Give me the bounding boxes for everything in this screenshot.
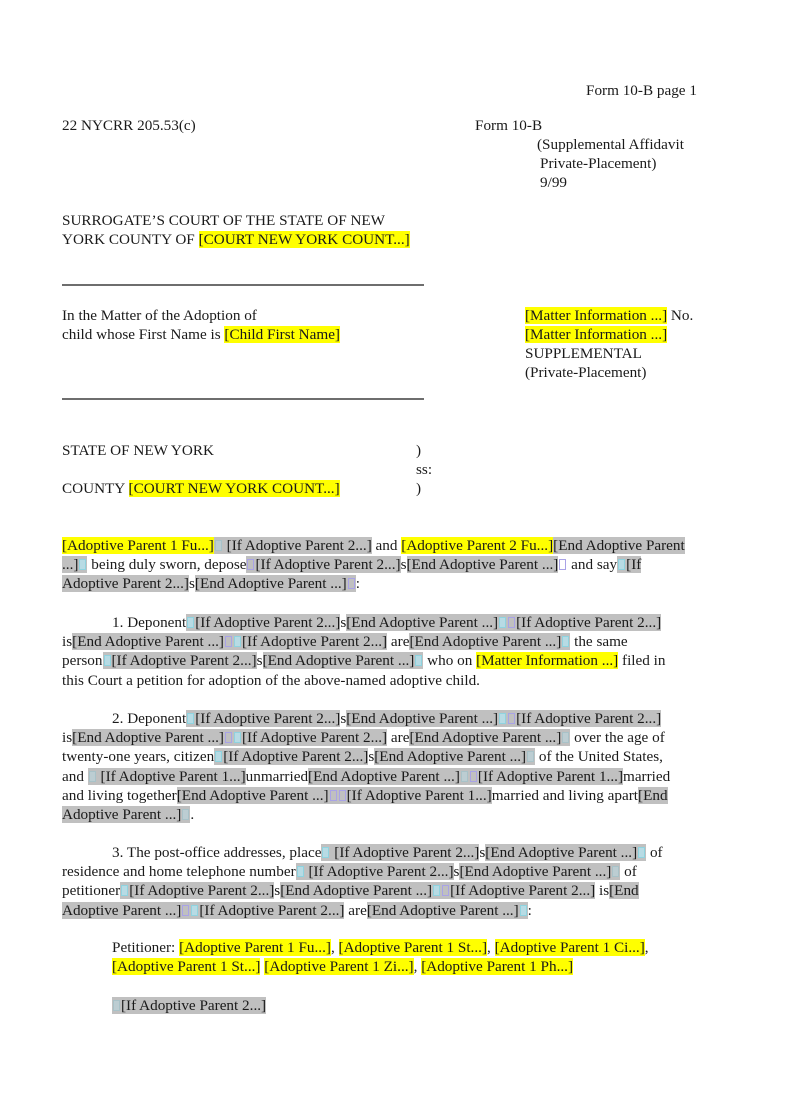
field-marker-icon [499, 617, 506, 628]
field-marker-icon [182, 905, 189, 916]
document-type: SUPPLEMENTAL [525, 345, 642, 362]
field-marker-icon [442, 885, 449, 896]
if-ap2-block [112, 996, 266, 1015]
matter-line2 [62, 325, 340, 344]
paragraph-1: 1. Deponent [If Adoptive Parent 2...]s[End Adoptive Parent ...] [If Adoptive Parent 2...] is[End Adoptive Parent ...] [If Adoptive Parent 2...] are[End Adoptive Parent ...] the same person [If Adoptive Parent 2...]s[End Adoptive Parent ...] who on [Matter Information ...] filed in this Court a petition for adoption of the above-named adoptive child. [62, 614, 666, 689]
matter-info-line2 [525, 325, 667, 344]
matter-number-line [525, 306, 693, 325]
field-marker-icon [225, 636, 232, 647]
end-ap-field[interactable]: [End Adoptive Parent ...] [262, 652, 415, 670]
field-marker-icon [562, 636, 569, 647]
if-ap1-field[interactable]: [If Adoptive Parent 1...] [346, 786, 492, 804]
field-marker-icon [322, 847, 329, 858]
if-ap2-field[interactable]: [If Adoptive Parent 2...] [129, 882, 275, 900]
field-marker-icon [562, 732, 569, 743]
adoptive-parent-1-name-field[interactable]: [Adoptive Parent 1 Fu...] [62, 537, 214, 554]
end-ap-field[interactable]: [End Adoptive Parent ...] [176, 786, 329, 804]
end-ap-field[interactable]: [End Adoptive Parent ...] [366, 901, 519, 919]
field-marker-icon [215, 540, 222, 551]
end-ap-field[interactable]: [End Adoptive Parent ...] [406, 556, 559, 574]
court-county-field[interactable]: [COURT NEW YORK COUNT...] [198, 231, 410, 248]
field-marker-icon [520, 905, 527, 916]
document-subtype: (Private-Placement) [525, 364, 647, 381]
field-marker-icon [461, 771, 468, 782]
field-marker-icon [638, 847, 645, 858]
end-ap-field[interactable]: [End Adoptive Parent ...] [485, 844, 638, 861]
venue-state: STATE OF NEW YORK [62, 442, 214, 459]
field-marker-icon [234, 732, 241, 743]
if-ap2-field[interactable]: [If Adoptive Parent 2...] [242, 729, 388, 747]
regulation-citation: 22 NYCRR 205.53(c) [62, 117, 196, 134]
field-marker-icon [187, 713, 194, 724]
venue-county [62, 479, 340, 498]
paragraph-2: 2. Deponent [If Adoptive Parent 2...]s[End Adoptive Parent ...] [If Adoptive Parent 2...] is[End Adoptive Parent ...] [If Adoptive Parent 2...] are[End Adoptive Parent ...] over the age of twenty-one years, citizen [If Adoptive Parent 2...]s[End Adoptive Parent ...] of the United States, and [If Adoptive Parent 1...]unmarried[End Adoptive Parent ...] [If Adoptive Parent 1...]married and living together[End Adoptive Parent ...] [If Adoptive Parent 1...]married and living apart[End Adoptive Parent ...] . [62, 710, 671, 823]
end-ap-field[interactable]: [End Adoptive Parent ...] [280, 882, 433, 900]
no-label: No. [667, 307, 694, 324]
paragraph-3: 3. The post-office addresses, place [If Adoptive Parent 2...]s[End Adoptive Parent ...] of residence and home telephone number [If Adoptive Parent 2...]s[End Adoptive Parent ...] of petitioner [If Adoptive Parent 2...]s[End Adoptive Parent ...] [If Adoptive Parent 2...] is[End Adoptive Parent ...] [If Adoptive Parent 2...] are[End Adoptive Parent ...] : [62, 844, 663, 919]
end-ap-field[interactable]: [End Adoptive Parent [553, 537, 685, 554]
field-marker-icon [121, 885, 128, 896]
if-ap2-field[interactable]: [If Adoptive Parent 2...] [121, 997, 267, 1014]
ap1-city-field[interactable]: [Adoptive Parent 1 Ci...] [494, 939, 645, 956]
if-ap1-field[interactable]: [If Adoptive Parent 1...] [100, 767, 246, 785]
venue-county-field[interactable]: [COURT NEW YORK COUNT...] [128, 480, 340, 497]
child-first-name-field[interactable]: [Child First Name] [224, 326, 340, 343]
court-name-line2 [62, 230, 410, 249]
form-date: 9/99 [540, 174, 568, 191]
field-marker-icon [348, 578, 355, 589]
ap1-name-field[interactable]: [Adoptive Parent 1 Fu...] [179, 939, 331, 956]
field-marker-icon [247, 559, 254, 570]
if-ap2-field[interactable]: [If Adoptive Parent 2...] [195, 614, 341, 631]
if-ap2-field[interactable]: [If Adoptive Parent 2...] [308, 863, 454, 881]
field-marker-icon [187, 617, 194, 628]
matter-info-field[interactable]: [Matter Information ...] [476, 652, 619, 670]
if-ap2-field[interactable]: [If Adoptive Parent 2...] [334, 844, 480, 861]
field-marker-icon [415, 655, 422, 666]
if-ap2-field[interactable]: [If Adoptive Parent 2...] [199, 901, 345, 919]
field-marker-icon [508, 617, 515, 628]
end-ap-field[interactable]: [End Adoptive Parent ...] [346, 710, 499, 727]
caption-rule-bottom [62, 398, 424, 400]
field-marker-icon [618, 559, 625, 570]
if-ap2-field[interactable]: [If Adoptive Parent 2...] [223, 748, 369, 766]
field-marker-icon [104, 655, 111, 666]
field-marker-icon [508, 713, 515, 724]
ap1-zip-field[interactable]: [Adoptive Parent 1 Zi...] [264, 958, 414, 976]
field-marker-icon [499, 713, 506, 724]
if-ap2-field[interactable]: [If Adoptive Parent 2...] [226, 537, 372, 554]
field-marker-icon [113, 1000, 120, 1011]
end-ap-field[interactable]: [End Adoptive Parent ...] [72, 633, 224, 651]
if-ap2-field[interactable]: [If Adoptive Parent 2...] [255, 556, 401, 574]
if-ap2-field[interactable]: [If Adoptive Parent 2...] [450, 882, 596, 900]
field-marker-icon [225, 732, 232, 743]
if-ap2-field[interactable]: [If Adoptive Parent 2...] [516, 710, 662, 727]
form-subtitle-1: (Supplemental Affidavit [537, 136, 684, 153]
end-ap-field[interactable]: [End Adoptive Parent ...] [409, 729, 562, 747]
field-marker-icon [559, 559, 566, 570]
ap1-street-field[interactable]: [Adoptive Parent 1 St...] [338, 939, 488, 956]
venue-paren-1: ) [416, 442, 422, 459]
if-ap2-field[interactable]: [If Adoptive Parent 2...] [111, 652, 257, 670]
page-label: Form 10-B page 1 [586, 82, 697, 99]
field-marker-icon [330, 790, 337, 801]
ap1-phone-field[interactable]: [Adoptive Parent 1 Ph...] [421, 958, 574, 976]
if-ap2-field[interactable]: [If Adoptive Parent 2...] [242, 633, 388, 651]
end-ap-field[interactable]: [End Adoptive Parent ...] [459, 863, 612, 881]
end-ap-field[interactable]: [End Adoptive Parent ...] [194, 575, 347, 593]
end-ap-field[interactable]: [End Adoptive Parent ...] [346, 614, 499, 631]
field-marker-icon [470, 771, 477, 782]
ap1-state-field[interactable]: [Adoptive Parent 1 St...] [112, 958, 261, 976]
matter-line1: In the Matter of the Adoption of [62, 307, 257, 324]
matter-info-field-2[interactable]: [Matter Information ...] [525, 326, 668, 343]
court-name-line1: SURROGATE’S COURT OF THE STATE OF NEW [62, 212, 386, 229]
if-ap2-field[interactable]: [If Adoptive Parent 2...] [195, 710, 341, 727]
end-ap-field[interactable]: [End Adoptive Parent ...] [308, 767, 460, 785]
matter-info-field-1[interactable]: [Matter Information ...] [525, 307, 668, 324]
adoptive-parent-2-name-field[interactable]: [Adoptive Parent 2 Fu...] [401, 537, 554, 554]
if-ap2-field[interactable]: [If Adoptive Parent 2...] [516, 614, 662, 631]
end-ap-field[interactable]: [End Adoptive Parent ...] [72, 729, 224, 747]
field-marker-icon [89, 771, 96, 782]
intro-paragraph: [Adoptive Parent 1 Fu...] [If Adoptive Parent 2...] and [Adoptive Parent 2 Fu...][End Adoptive Parent ...] being duly sworn, depose [If Adoptive Parent 2...]s[End Adoptive Parent ...] and say [If Adoptive Parent 2...]s[End Adoptive Parent ...] : [62, 537, 685, 593]
field-marker-icon [527, 751, 534, 762]
petitioner-block: Petitioner: [Adoptive Parent 1 Fu...], [Adoptive Parent 1 St...], [Adoptive Parent 1 Ci...], [Adoptive Parent 1 St...] [Adoptive Parent 1 Zi...], [Adoptive Parent 1 Ph...] [112, 939, 649, 976]
field-marker-icon [234, 636, 241, 647]
field-marker-icon [79, 559, 86, 570]
end-ap-field[interactable]: [End Adoptive Parent ...] [374, 748, 527, 766]
venue-county-prefix: COUNTY [62, 480, 129, 497]
if-ap1-field[interactable]: [If Adoptive Parent 1...] [477, 767, 623, 785]
venue-ss: ss: [416, 461, 433, 478]
child-name-prefix: child whose First Name is [62, 326, 225, 343]
caption-rule-top [62, 284, 424, 286]
end-ap-field[interactable]: [End Adoptive Parent ...] [409, 633, 562, 651]
field-marker-icon [191, 905, 198, 916]
field-marker-icon [339, 790, 346, 801]
form-title: Form 10-B [475, 117, 543, 134]
field-marker-icon [182, 809, 189, 820]
form-subtitle-2: Private-Placement) [540, 155, 657, 172]
field-marker-icon [433, 885, 440, 896]
venue-paren-2: ) [416, 480, 422, 497]
field-marker-icon [297, 866, 304, 877]
court-county-prefix: YORK COUNTY OF [62, 231, 199, 248]
field-marker-icon [215, 751, 222, 762]
field-marker-icon [612, 866, 619, 877]
petitioner-label: Petitioner: [112, 939, 180, 956]
